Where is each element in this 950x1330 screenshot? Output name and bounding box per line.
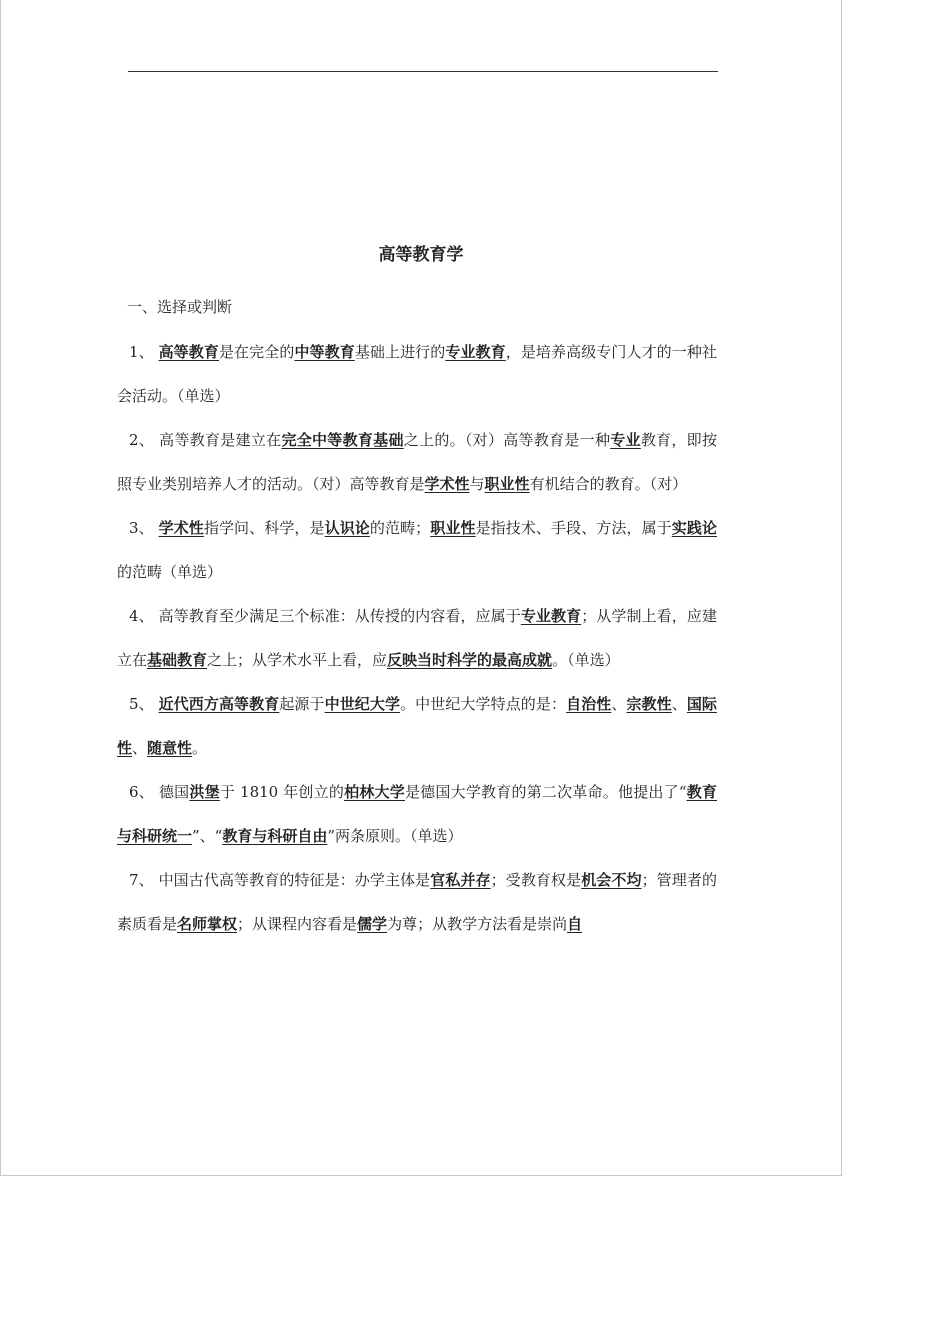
paragraph-item	[117, 418, 717, 506]
emphasis-term: 名师掌权	[177, 915, 238, 933]
text-run: 3、	[129, 519, 159, 537]
emphasis-term: 自治性	[566, 695, 612, 713]
section-heading: 一、选择或判断	[127, 298, 233, 316]
text-run: 基础上进行的	[354, 343, 446, 361]
emphasis-term: 近代西方高等教育	[158, 695, 280, 713]
emphasis-term: 机会不均	[581, 871, 642, 889]
text-run: ；受教育权是	[490, 871, 582, 889]
text-run: 有机结合的教育。（对）	[529, 475, 688, 493]
emphasis-term: 官私并存	[430, 871, 491, 889]
document-body	[117, 330, 717, 946]
text-run: 。	[192, 739, 208, 757]
text-run: 起源于	[279, 695, 325, 713]
text-run: 1、	[129, 343, 159, 361]
text-run: 4、 高等教育至少满足三个标准：从传授的内容看，应属于	[129, 607, 521, 625]
text-run: ”两条原则。（单选）	[327, 827, 463, 845]
emphasis-term: 学术性	[158, 519, 204, 537]
text-run: ；管理者的素质看是	[117, 871, 717, 933]
paragraph-item	[117, 682, 717, 770]
text-run: 2、 高等教育是建立在	[129, 431, 282, 449]
text-run: 。（单选）	[552, 651, 620, 669]
paragraph-item	[117, 770, 717, 858]
emphasis-term: 职业性	[430, 519, 476, 537]
paragraph-item	[117, 594, 717, 682]
emphasis-term: 学术性	[424, 475, 470, 493]
text-run: 。中世纪大学特点的是：	[400, 695, 567, 713]
emphasis-term: 反映当时科学的最高成就	[387, 651, 553, 669]
paragraph-item	[117, 858, 717, 946]
text-run: 7、 中国古代高等教育的特征是：办学主体是	[129, 871, 431, 889]
emphasis-term: 洪堡	[189, 783, 220, 801]
emphasis-term: 自	[567, 915, 583, 933]
text-run: ；从课程内容看是	[237, 915, 358, 933]
text-run: 之上的。（对）高等教育是一种	[403, 431, 611, 449]
text-run: 6、 德国	[129, 783, 190, 801]
text-run: ”、“	[192, 827, 223, 845]
emphasis-term: 基础教育	[147, 651, 208, 669]
emphasis-term: 专业教育	[520, 607, 582, 625]
text-run: 的范畴；	[369, 519, 431, 537]
text-run: 、	[611, 695, 627, 713]
paragraph-item	[117, 506, 717, 594]
emphasis-term: 实践论	[671, 519, 717, 537]
text-run: 与	[469, 475, 485, 493]
text-run: 是在完全的	[218, 343, 295, 361]
paragraph-item	[117, 330, 717, 418]
emphasis-term: 中等教育	[294, 343, 355, 361]
text-run: 之上；从学术水平上看，应	[207, 651, 388, 669]
emphasis-term: 柏林大学	[344, 783, 405, 801]
emphasis-term: 教育与科研自由	[222, 827, 328, 845]
text-run: 于 1810 年创立的	[219, 783, 345, 801]
emphasis-term: 职业性	[484, 475, 530, 493]
header-rule	[128, 71, 718, 72]
text-run: 、	[132, 739, 148, 757]
text-run: 是德国大学教育的第二次革命。他提出了“	[404, 783, 687, 801]
emphasis-term: 国际性	[117, 695, 717, 757]
text-run: ；从学制上看，应建立在	[117, 607, 717, 669]
emphasis-term: 随意性	[147, 739, 193, 757]
emphasis-term: 专业教育	[445, 343, 506, 361]
emphasis-term: 完全中等教育基础	[281, 431, 404, 449]
emphasis-term: 宗教性	[626, 695, 672, 713]
emphasis-term: 儒学	[357, 915, 388, 933]
emphasis-term: 教育与科研统一	[117, 783, 717, 845]
document-title: 高等教育学	[378, 245, 464, 265]
text-run: 指学问、科学，是	[203, 519, 325, 537]
text-run: 的范畴（单选）	[117, 563, 223, 581]
emphasis-term: 专业	[610, 431, 641, 449]
text-run: 教育，即按照专业类别培养人才的活动。（对）高等教育是	[117, 431, 717, 493]
text-run: 为尊；从教学方法看是崇尚	[387, 915, 568, 933]
emphasis-term: 高等教育	[158, 343, 219, 361]
emphasis-term: 中世纪大学	[324, 695, 401, 713]
text-run: 5、	[129, 695, 159, 713]
text-run: 、	[671, 695, 687, 713]
text-run: ，是培养高级专门人才的一种社会活动。（单选）	[117, 343, 717, 405]
emphasis-term: 认识论	[324, 519, 370, 537]
text-run: 是指技术、手段、方法，属于	[475, 519, 672, 537]
